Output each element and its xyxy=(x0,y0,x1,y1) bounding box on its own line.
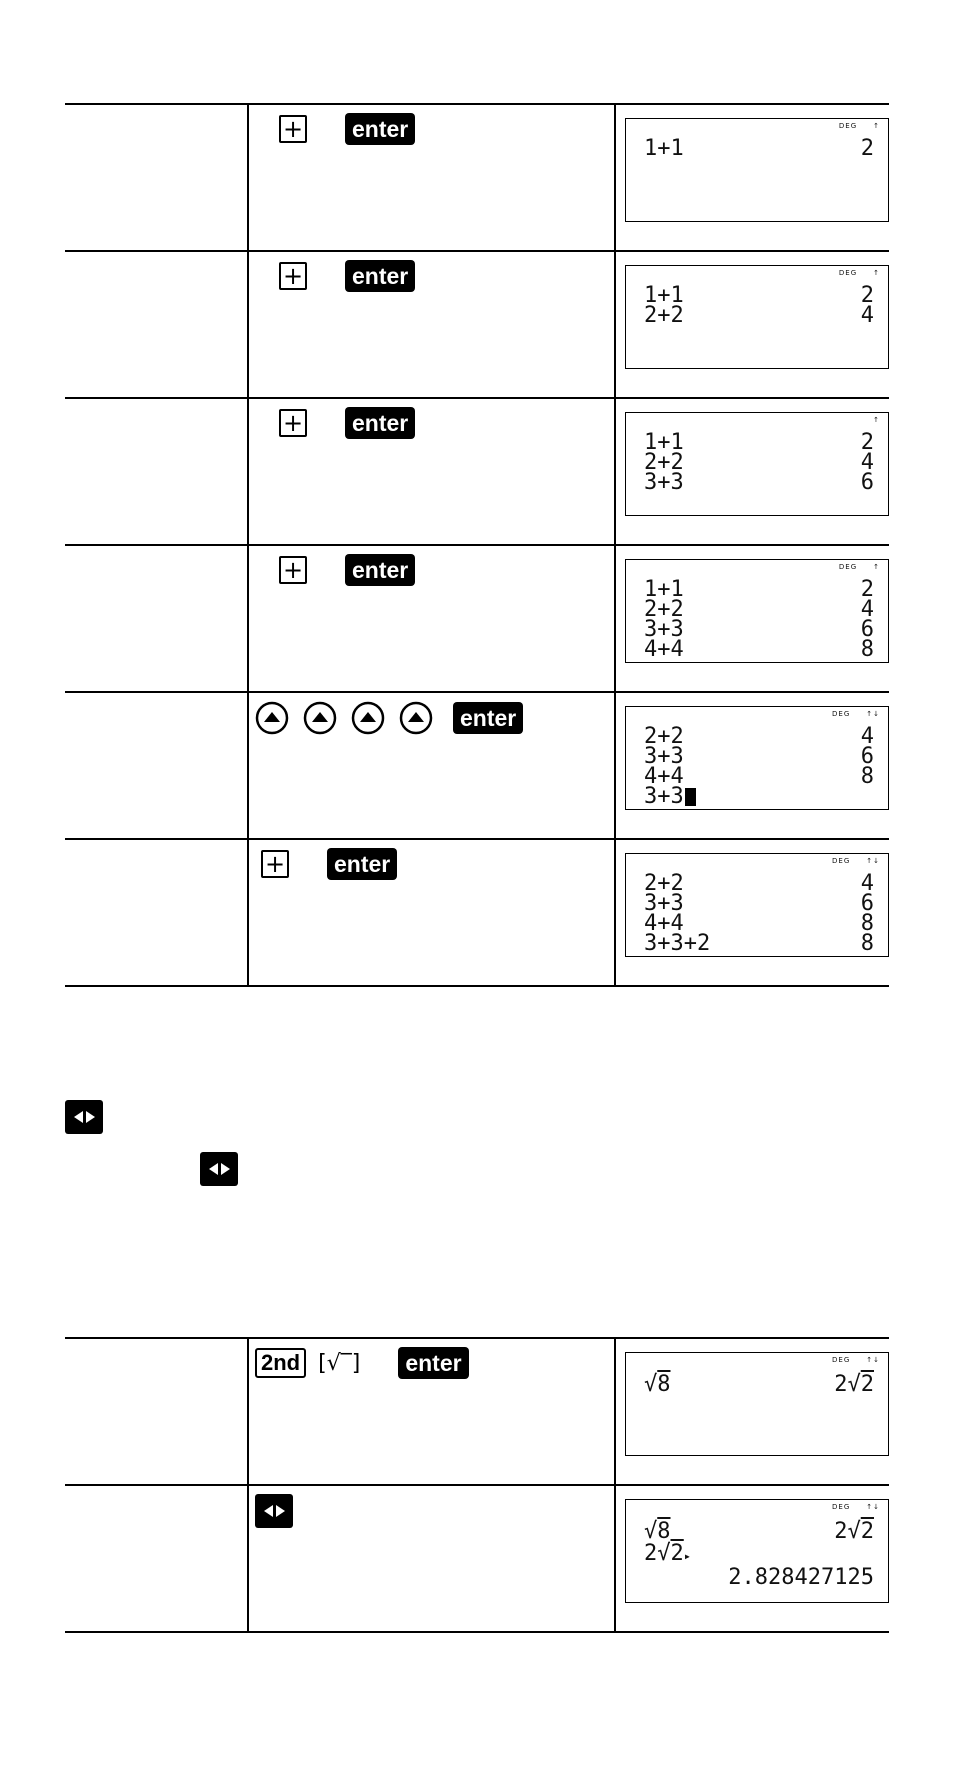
convert-indicator: ▸ xyxy=(683,1549,691,1563)
result: 6 xyxy=(860,891,874,916)
expression xyxy=(644,784,696,809)
expression: 3+3 xyxy=(644,470,684,495)
enter-key[interactable]: enter xyxy=(345,113,415,145)
scroll-up-indicator: ↑ xyxy=(873,563,880,571)
result: 8 xyxy=(860,911,874,936)
key-sequence xyxy=(279,260,415,292)
scroll-indicator: ↑↓ xyxy=(866,1356,880,1364)
table-row xyxy=(65,546,889,693)
keys-cell xyxy=(249,693,616,838)
left-arrow-icon xyxy=(74,1111,83,1123)
radicand: 2 xyxy=(860,1372,874,1397)
result: 6 xyxy=(860,617,874,642)
enter-key[interactable]: enter xyxy=(345,260,415,292)
calculator-screen xyxy=(625,1352,889,1456)
right-arrow-icon xyxy=(221,1163,230,1175)
deg-indicator: DEG xyxy=(838,122,858,130)
key-sequence xyxy=(255,1494,293,1528)
screen-indicators xyxy=(832,1503,880,1511)
screen-line xyxy=(644,1541,874,1566)
display-cell xyxy=(616,693,889,838)
expression: 3+3 xyxy=(644,891,684,916)
screen-indicators xyxy=(832,857,880,865)
result: 2 xyxy=(860,577,874,602)
key-sequence xyxy=(279,554,415,586)
deg-indicator: DEG xyxy=(832,1356,851,1364)
right-arrow-icon xyxy=(276,1505,285,1517)
display-cell xyxy=(616,1486,889,1631)
toggle-key[interactable] xyxy=(65,1100,103,1134)
screen-line xyxy=(644,931,874,956)
display-cell xyxy=(616,399,889,544)
expression: √8 xyxy=(644,1519,671,1544)
step-cell xyxy=(65,105,249,250)
coefficient: 2 xyxy=(834,1519,848,1544)
expression: 3+3+2 xyxy=(644,931,711,956)
expression: 4+4 xyxy=(644,911,684,936)
second-key[interactable]: 2nd xyxy=(255,1348,306,1378)
expression: 1+1 xyxy=(644,136,684,161)
plus-key[interactable]: + xyxy=(279,262,307,290)
up-arrow-key[interactable] xyxy=(255,701,289,735)
enter-key[interactable]: enter xyxy=(345,407,415,439)
toggle-key[interactable] xyxy=(255,1494,293,1528)
screen-line xyxy=(644,1565,874,1590)
sqrt-function[interactable]: [√‾] xyxy=(318,1350,361,1376)
result: 2 xyxy=(860,430,874,455)
expression: √8 xyxy=(644,1372,671,1397)
expression: 3+3 xyxy=(644,744,684,769)
result: 2 xyxy=(860,283,874,308)
expression: 2+2 xyxy=(644,871,684,896)
calculator-screen xyxy=(625,412,889,516)
screen-line xyxy=(644,470,874,495)
keys-cell xyxy=(249,1339,616,1484)
screen-line xyxy=(644,637,874,662)
enter-key[interactable]: enter xyxy=(398,1347,468,1379)
expression: 3+3 xyxy=(644,617,684,642)
keys-cell xyxy=(249,546,616,691)
result: 4 xyxy=(860,597,874,622)
table-row xyxy=(65,252,889,399)
display-cell xyxy=(616,546,889,691)
screen-line xyxy=(644,136,874,161)
result: 8 xyxy=(860,931,874,956)
step-cell xyxy=(65,252,249,397)
plus-key[interactable]: + xyxy=(279,409,307,437)
plus-key[interactable]: + xyxy=(279,115,307,143)
result: 2√2 xyxy=(834,1519,874,1544)
scroll-indicator: ↑↓ xyxy=(866,710,880,718)
deg-indicator: DEG xyxy=(832,857,851,865)
deg-indicator: DEG xyxy=(832,1503,851,1511)
radicand: 8 xyxy=(657,1519,671,1544)
step-cell xyxy=(65,1486,249,1631)
key-sequence xyxy=(279,113,415,145)
enter-key[interactable]: enter xyxy=(453,702,523,734)
expression: 1+1 xyxy=(644,577,684,602)
step-cell xyxy=(65,1339,249,1484)
screen-indicators xyxy=(839,563,880,571)
expression: 2√2▸ xyxy=(644,1541,691,1566)
history-table xyxy=(65,103,889,987)
enter-key[interactable]: enter xyxy=(345,554,415,586)
scroll-indicator: ↑↓ xyxy=(866,1503,880,1511)
scroll-up-indicator: ↑ xyxy=(873,122,880,130)
result: 4 xyxy=(860,724,874,749)
key-sequence xyxy=(261,848,397,880)
screen-indicators xyxy=(832,1356,880,1364)
toggle-key[interactable] xyxy=(200,1152,238,1186)
recalled-expression: 3+3 xyxy=(644,784,684,809)
screen-line xyxy=(644,1519,874,1544)
scroll-indicator: ↑↓ xyxy=(866,857,880,865)
calculator-screen xyxy=(625,1499,889,1603)
enter-key[interactable]: enter xyxy=(327,848,397,880)
key-sequence xyxy=(255,701,523,735)
left-arrow-icon xyxy=(264,1505,273,1517)
expression: 1+1 xyxy=(644,430,684,455)
coefficient: 2 xyxy=(644,1541,658,1566)
key-sequence xyxy=(279,407,415,439)
table-row xyxy=(65,840,889,987)
keys-cell xyxy=(249,105,616,250)
expression: 1+1 xyxy=(644,283,684,308)
result: 2√2 xyxy=(834,1372,874,1397)
cursor xyxy=(685,788,696,806)
expression: 2+2 xyxy=(644,450,684,475)
result: 2 xyxy=(860,136,874,161)
calculator-screen xyxy=(625,118,889,222)
deg-indicator: DEG xyxy=(838,563,858,571)
keys-cell xyxy=(249,1486,616,1631)
coefficient: 2 xyxy=(834,1372,848,1397)
table-row xyxy=(65,1486,889,1633)
plus-key[interactable]: + xyxy=(261,850,289,878)
scroll-up-indicator: ↑ xyxy=(873,269,880,277)
table-row xyxy=(65,1339,889,1486)
keys-cell xyxy=(249,252,616,397)
key-sequence xyxy=(255,1347,469,1379)
plus-key[interactable]: + xyxy=(279,556,307,584)
result: 2.828427125 xyxy=(728,1565,874,1590)
display-cell xyxy=(616,105,889,250)
deg-indicator: DEG xyxy=(838,269,858,277)
expression: 2+2 xyxy=(644,303,684,328)
expression: 2+2 xyxy=(644,724,684,749)
radicand: 8 xyxy=(657,1372,671,1397)
calculator-screen xyxy=(625,559,889,663)
table-row xyxy=(65,399,889,546)
result: 4 xyxy=(860,303,874,328)
display-cell xyxy=(616,252,889,397)
screen-line xyxy=(644,303,874,328)
screen-line xyxy=(644,1372,874,1397)
expression: 4+4 xyxy=(644,764,684,789)
table-row xyxy=(65,693,889,840)
up-arrow-key[interactable] xyxy=(303,701,337,735)
deg-indicator: DEG xyxy=(832,710,851,718)
result: 4 xyxy=(860,871,874,896)
screen-indicators xyxy=(839,122,880,130)
result: 6 xyxy=(860,470,874,495)
display-cell xyxy=(616,1339,889,1484)
step-cell xyxy=(65,840,249,985)
left-arrow-icon xyxy=(209,1163,218,1175)
step-cell xyxy=(65,399,249,544)
keys-cell xyxy=(249,399,616,544)
screen-indicators xyxy=(839,269,880,277)
calculator-screen xyxy=(625,265,889,369)
keys-cell xyxy=(249,840,616,985)
result: 8 xyxy=(860,637,874,662)
result: 8 xyxy=(860,764,874,789)
screen-indicators xyxy=(873,416,880,424)
calculator-screen xyxy=(625,706,889,810)
table-row xyxy=(65,105,889,252)
display-cell xyxy=(616,840,889,985)
step-cell xyxy=(65,693,249,838)
sqrt-table xyxy=(65,1337,889,1633)
right-arrow-icon xyxy=(86,1111,95,1123)
up-arrow-key[interactable] xyxy=(351,701,385,735)
calculator-screen xyxy=(625,853,889,957)
scroll-up-indicator: ↑ xyxy=(873,416,880,424)
step-cell xyxy=(65,546,249,691)
expression: 4+4 xyxy=(644,637,684,662)
screen-line xyxy=(644,784,874,809)
radicand: 2 xyxy=(860,1519,874,1544)
radicand: 2 xyxy=(670,1541,684,1566)
expression: 2+2 xyxy=(644,597,684,622)
result: 6 xyxy=(860,744,874,769)
screen-indicators xyxy=(832,710,880,718)
result: 4 xyxy=(860,450,874,475)
up-arrow-key[interactable] xyxy=(399,701,433,735)
